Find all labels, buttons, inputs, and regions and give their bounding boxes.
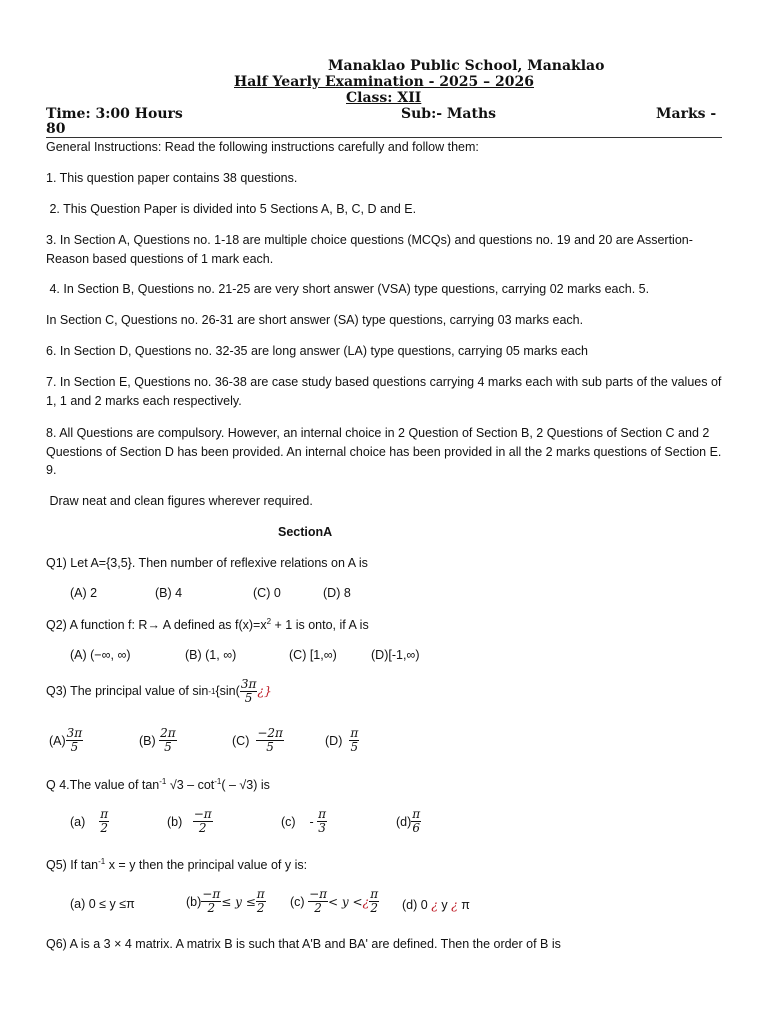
instructions-intro: General Instructions: Read the following instructions carefully and follow them:	[46, 140, 479, 154]
q5-option-d: (d) 0 ¿ y ¿ π	[402, 897, 470, 912]
q1-option-c: (C) 0	[253, 586, 281, 600]
q1-option-a: (A) 2	[70, 586, 98, 600]
instruction-3: 3. In Section A, Questions no. 1-18 are multiple choice questions (MCQs) and questions no. 19 and 20 are Assertion-Reason based questions of 1 mark each.	[46, 233, 693, 266]
q4-option-b: (b) $\frac{-\pi}{2}$	[167, 807, 212, 835]
q4-option-a: (a) $\frac{\pi}{2}$	[70, 807, 109, 835]
exam-title: Half Yearly Examination - 2025 – 2026	[234, 74, 534, 90]
instruction-4: 4. In Section B, Questions no. 21-25 are very short answer (VSA) type questions, carrying 02 marks each. 5.	[46, 282, 650, 296]
q5-option-b: (b) $\frac{-\pi}{2}$ ≤ y ≤ $\frac{\pi}{2}$	[186, 887, 265, 915]
q4-text: Q 4.The value of $\tan^{-1} √3 - \cot^{-1}( - √3)$ is	[46, 776, 270, 792]
q3-option-d: (D) $\frac{\pi}{5}$	[325, 726, 359, 754]
time-label: Time: 3:00 Hours	[46, 106, 183, 122]
marks-label: Marks -	[656, 106, 717, 122]
instruction-9: Draw neat and clean figures wherever required.	[46, 494, 313, 508]
instruction-1: 1. This question paper contains 38 questions.	[46, 171, 298, 185]
q5-text: Q5) If $\tan^{-1} x = y$ then the principal value of y is:	[46, 856, 308, 872]
q1-text: Q1) Let A={3,5}. Then number of reflexive relations on A is	[46, 556, 368, 570]
subject-label: Sub:- Maths	[401, 106, 497, 122]
instruction-8: 8. All Questions are compulsory. However, an internal choice in 2 Question of Section B, 2 Questions of Section C and 2 Questions of Section D has been provided. An internal choice has been provided in all the 2 marks questions of Section E. 9.	[46, 426, 722, 477]
q5-option-c: (c) $\frac{-\pi}{2}$ < y < ¿ $\frac{\pi}{2}$	[290, 887, 379, 915]
q1-option-b: (B) 4	[155, 586, 183, 600]
q2-option-c: (C) [1,∞)	[289, 648, 337, 662]
q4-option-d: (d) $\frac{\pi}{6}$	[396, 807, 421, 835]
class-label: Class: XII	[346, 90, 422, 106]
q6-text: Q6) A is a 3 × 4 matrix. A matrix B is such that A'B and BA' are defined. Then the order of B is	[46, 937, 561, 951]
q1-option-d: (D) 8	[323, 586, 351, 600]
q4-option-c: (c) - $\frac{\pi}{3}$	[281, 807, 327, 835]
instruction-7: 7. In Section E, Questions no. 36-38 are case study based questions carrying 4 marks each with sub parts of the values of 1, 1 and 2 marks each respectively.	[46, 375, 722, 408]
q3-option-b: (B) $\frac{2\pi}{5}$	[139, 726, 176, 754]
q3-fraction: $\frac{3\pi}{5}$	[240, 677, 257, 705]
q5-option-a: (a) 0 ≤ y ≤π	[70, 897, 135, 911]
instruction-6: 6. In Section D, Questions no. 32-35 are long answer (LA) type questions, carrying 05 marks each	[46, 344, 588, 358]
q2-option-d: (D)[-1,∞)	[371, 648, 420, 662]
marks-value: 80	[46, 121, 66, 137]
instruction-5: In Section C, Questions no. 26-31 are short answer (SA) type questions, carrying 03 marks each.	[46, 313, 584, 327]
q3-option-a: (A) $\frac{3\pi}{5}$	[49, 726, 83, 754]
q3-option-c: (C) $\frac{-2\pi}{5}$	[232, 726, 283, 754]
section-title: SectionA	[278, 525, 333, 539]
q2-option-b: (B) (1, ∞)	[185, 648, 237, 662]
q3-text: Q3) The principal value of sin -1 {sin( $\frac{3\pi}{5}$ ¿}	[46, 677, 272, 705]
q2-text: Q2) A function f: R→ A defined as $f(x)=x^2 + 1$ is onto, if A is	[46, 616, 369, 632]
school-name: Manaklao Public School, Manaklao	[328, 58, 605, 74]
instruction-2: 2. This Question Paper is divided into 5 Sections A, B, C, D and E.	[46, 202, 417, 216]
q2-option-a: (A) (−∞, ∞)	[70, 648, 131, 662]
